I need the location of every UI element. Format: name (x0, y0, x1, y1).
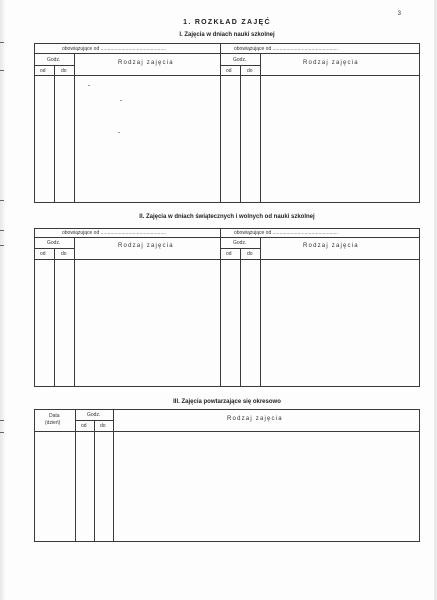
section-1-row-line (34, 53, 420, 54)
section-1-right-from: od (226, 68, 232, 74)
margin-tick (0, 420, 4, 421)
section-1-right-hours: Godz. (233, 57, 247, 63)
section-3-hours-split (75, 420, 113, 421)
section-2-right-valid-from: obowiązujące od ............................................... (234, 230, 338, 236)
section-2-title: II. Zajęcia w dniach świątecznych i wolnych od nauki szkolnej (139, 214, 315, 220)
section-3-day: (dzień) (45, 420, 61, 426)
section-3-table (34, 409, 420, 542)
section-1-table (34, 43, 420, 203)
section-2-left-hours: Godz. (47, 240, 61, 246)
margin-tick (0, 70, 4, 71)
section-1-col-line (240, 65, 241, 203)
section-1-header-bottom (34, 75, 420, 76)
section-1-right-subject: Rodzaj zajęcia (303, 60, 359, 66)
section-1-left-from: od (40, 68, 46, 74)
section-1-left-subject: Rodzaj zajęcia (118, 60, 174, 66)
margin-tick (0, 200, 4, 201)
section-1-right-valid-from: obowiązujące od ............................................... (234, 46, 338, 52)
section-2-header-bottom (34, 259, 420, 260)
section-3-col-line (75, 409, 76, 542)
page-title: 1. ROZKŁAD ZAJĘĆ (183, 19, 271, 26)
section-2-col-line (74, 237, 75, 387)
section-2-left-subject: Rodzaj zajęcia (118, 243, 174, 249)
section-1-col-line (74, 53, 75, 203)
section-1-col-line (54, 65, 55, 203)
margin-tick (0, 42, 4, 43)
page-number: 3 (397, 11, 401, 17)
section-1-title: I. Zajęcia w dniach nauki szkolnej (179, 32, 275, 38)
section-1-right-to: do (247, 68, 253, 74)
section-3-col-line (113, 409, 114, 542)
section-2-left-to: do (61, 251, 67, 257)
scan-speck (88, 85, 90, 86)
section-3-col-line (94, 420, 95, 542)
section-1-left-valid-from: obowiązujące od ............................................... (62, 46, 166, 52)
section-2-left-valid-from: obowiązujące od ............................................... (62, 230, 166, 236)
section-3-date: Data (49, 413, 60, 419)
section-2-row-line (34, 237, 420, 238)
section-2-col-line (260, 237, 261, 387)
page-left-edge-shadow (0, 0, 6, 600)
section-3-to: do (100, 423, 106, 429)
scan-speck (118, 132, 120, 133)
section-2-right-to: do (247, 251, 253, 257)
section-2-half-divider (220, 228, 221, 387)
section-2-col-line (240, 248, 241, 387)
section-3-hours: Godz. (87, 412, 101, 418)
section-2-right-subject: Rodzaj zajęcia (303, 243, 359, 249)
section-1-col-line (260, 53, 261, 203)
section-2-right-from: od (226, 251, 232, 257)
section-2-left-from: od (40, 251, 46, 257)
margin-tick (0, 432, 4, 433)
section-1-left-hours: Godz. (47, 57, 61, 63)
scan-speck (120, 100, 122, 101)
section-1-half-divider (220, 43, 221, 203)
margin-tick (0, 230, 4, 231)
section-1-left-to: do (61, 68, 67, 74)
section-2-right-hours: Godz. (233, 240, 247, 246)
section-3-from: od (81, 423, 87, 429)
margin-tick (0, 245, 4, 246)
section-2-col-line (54, 248, 55, 387)
section-3-title: III. Zajęcia powtarzające się okresowo (173, 399, 281, 405)
section-3-header-bottom (34, 431, 420, 432)
section-3-subject: Rodzaj zajęcia (227, 416, 283, 422)
